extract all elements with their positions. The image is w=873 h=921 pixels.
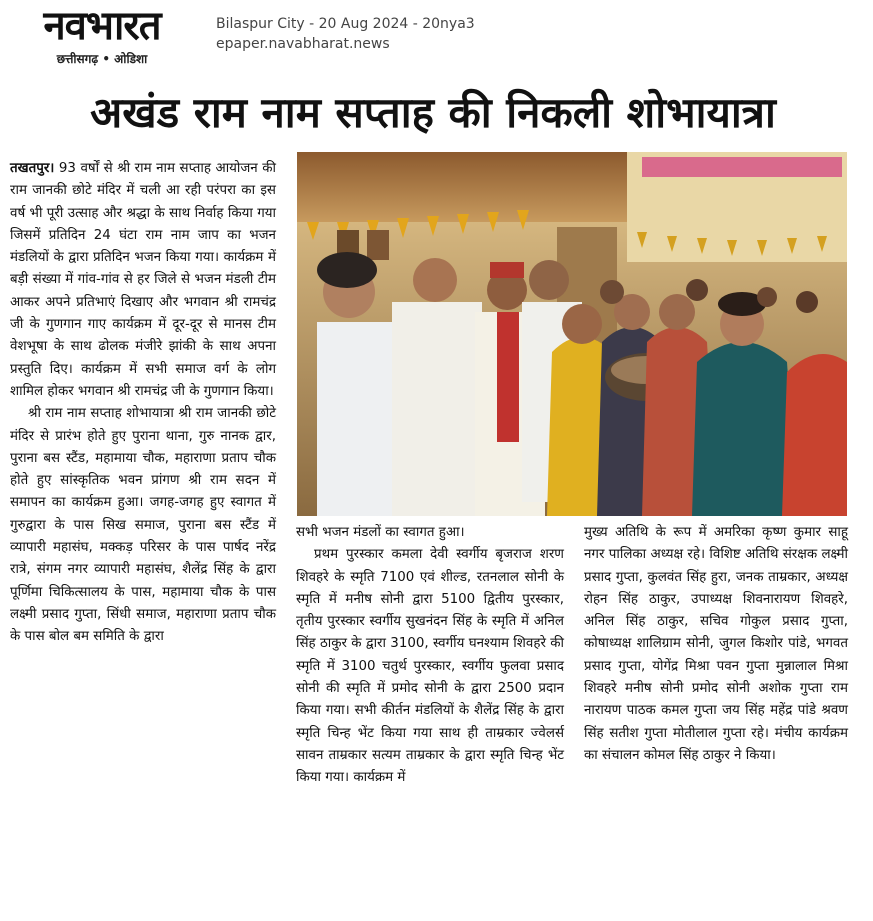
article-column-2 — [296, 522, 564, 790]
logo-wordmark: नवभारत — [43, 3, 161, 49]
edition-info — [216, 14, 475, 54]
masthead — [0, 0, 873, 66]
article-column-3 — [584, 522, 848, 767]
article-headline: अखंड राम नाम सप्ताह की निकली शोभायात्रा — [90, 88, 776, 137]
dateline: तखतपुर। — [10, 161, 55, 176]
paragraph-3: सभी भजन मंडलों का स्वागत हुआ। — [296, 525, 465, 540]
photo-illustration — [297, 152, 847, 516]
paragraph-4: प्रथम पुरस्कार कमला देवी स्वर्गीय बृजराज शरण शिवहरे के स्मृति 7100 एवं शील्ड, रतनलाल सोनी के स्मृति में मनीष सोनी द्वारा 5100 द्वितीय पुरस्कार, तृतीय पुरस्कार स्वर्गीय सुखनंदन सिंह के स्मृति में अनिल सिंह ठाकुर के द्वारा 3100, स्वर्गीय घनश्याम शिवहरे की स्मृति में 3100 चतुर्थ पुरस्कार, स्वर्गीय फुलवा प्रसाद सोनी की स्मृति में प्रमोद सोनी के द्वारा 2500 प्रदान किया गया। सभी कीर्तन मंडलियों के शैलेंद्र सिंह के द्वारा स्मृति चिन्ह भेंट किया गया साथ ही ताम्रकार ज्वेलर्स सावन ताम्रकार सत्यम ताम्रकार के द्वारा स्मृति चिन्ह भेंट किया गया। कार्यक्रम में — [296, 547, 564, 786]
paragraph-2: श्री राम नाम सप्ताह शोभायात्रा श्री राम जानकी छोटे मंदिर से प्रारंभ होते हुए पुराना थाना, गुरु नानक द्वार, पुराना बस स्टैंड, महामाया चौक, महाराणा प्रताप चौक होते हुए सांस्कृतिक भवन प्रांगण श्री राम सदन में समापन का कार्यक्रम हुआ। जगह-जगह हुए स्वागत में गुरुद्वारा के पास सिख समाज, पुराना बस स्टैंड में व्यापारी महासंघ, मक्कड़ परिसर के पास पार्षद नरेंद्र रात्रे, संगम नगर व्यापारी महासंघ, शैलेंद्र सिंह के द्वारा पूर्णिमा चिकित्सालय के पास, महामाया चौक के पास लक्ष्मी प्रसाद गुप्ता, सिंधी समाज, महाराणा प्रताप चौक के पास बोल बम समिति के द्वारा — [10, 406, 276, 645]
site-url[interactable]: epaper.navabharat.news — [216, 36, 390, 52]
paragraph-1-text: 93 वर्षों से श्री राम नाम सप्ताह आयोजन की राम जानकी छोटे मंदिर में चली आ रही परंपरा का इस वर्ष भी पूरी उत्साह और श्रद्धा के साथ निर्वाह किया गया जिसमें प्रतिदिन 24 घंटा राम नाम जाप का भजन मंडलियों के द्वारा प्रतिदिन भजन किया गया। कार्यक्रम में बड़ी संख्या में गांव-गांव से हर जिले से भजन मंडली टीम आकर अपने प्रतिभाएं दिखाए और भगवान श्री रामचंद्र जी के गुणगान गाए कार्यक्रम में दूर-दूर से मानस टीम वेशभूषा के साथ ढोलक मंजीरे झांकी के साथ अपना प्रस्तुति दिए। कार्यक्रम में सभी समाज वर्ग के लोग शामिल होकर भगवान श्री रामचंद्र जी के गुणगान किया। — [10, 161, 276, 399]
paragraph-5: मुख्य अतिथि के रूप में अमरिका कृष्ण कुमार साहू नगर पालिका अध्यक्ष रहे। विशिष्ट अतिथि संरक्षक लक्ष्मी प्रसाद गुप्ता, कुलवंत सिंह हुरा, जनक ताम्रकार, अध्यक्ष रोहन सिंह ठाकुर, उपाध्यक्ष शिवनारायण शिवहरे, अनिल सिंह ठाकुर, सचिव गोकुल प्रसाद गुप्ता, कोषाध्यक्ष शालिग्राम सोनी, जुगल किशोर पांडे, भगवत प्रसाद गुप्ता, योगेंद्र मिश्रा पवन गुप्ता मुन्नालाल मिश्रा शिवहरे मनीष सोनी प्रमोद सोनी अशोक गुप्ता राम नारायण पाठक कमल गुप्ता जय सिंह महेंद्र पांडे श्रवण सिंह सतीश गुप्ता मोतीलाल गुप्ता रहे। मंचीय कार्यक्रम का संचालन कोमल सिंह ठाकुर ने किया। — [584, 525, 848, 763]
newspaper-logo[interactable] — [4, 4, 200, 64]
logo-subtitle: छत्तीसगढ़ • ओडिशा — [56, 52, 148, 66]
paragraph-1 — [10, 158, 276, 403]
article-photo — [297, 152, 847, 516]
article-column-1 — [10, 158, 276, 649]
edition-line: Bilaspur City - 20 Aug 2024 - 20nya3 — [216, 16, 475, 32]
page-edge — [866, 66, 873, 921]
